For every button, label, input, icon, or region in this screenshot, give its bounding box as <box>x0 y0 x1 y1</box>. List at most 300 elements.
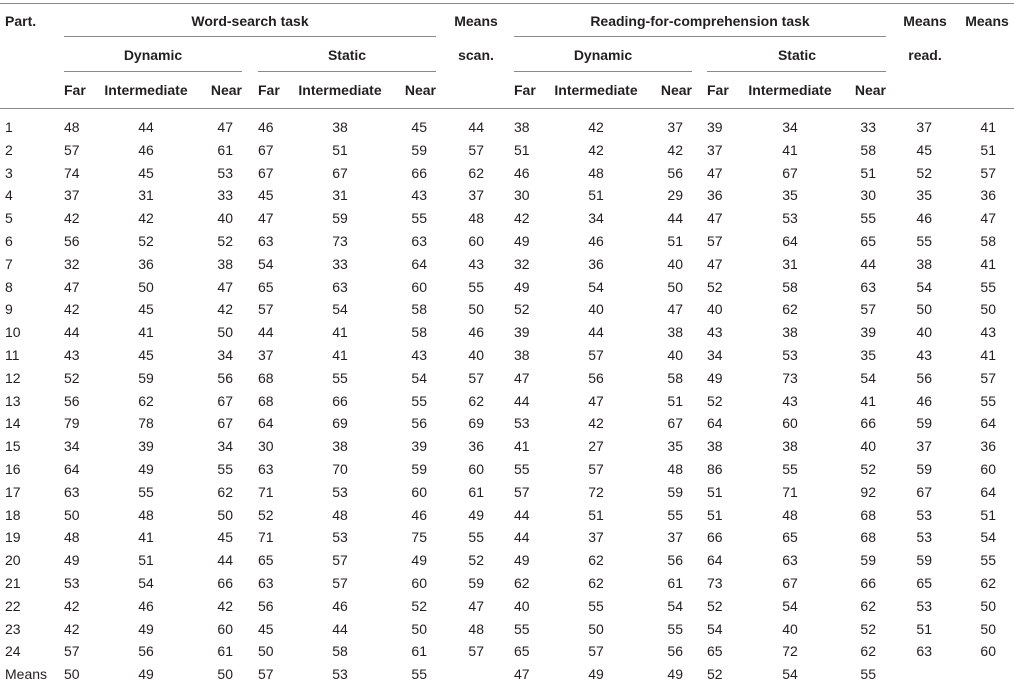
cell-means-read: 37 <box>916 119 932 135</box>
cell-intermediate-dynamic-read: 42 <box>588 119 604 135</box>
cell-far-dynamic-read: 41 <box>514 438 530 455</box>
cell-participant: 18 <box>5 506 21 523</box>
cell-near-dynamic-scan: 45 <box>217 529 233 546</box>
cell-far-static-scan: 64 <box>258 415 274 432</box>
cell-intermediate-static-read: 63 <box>782 552 798 569</box>
cell-far-dynamic-scan: 56 <box>64 233 80 249</box>
cell-far-static-scan: 68 <box>258 369 274 386</box>
cell-near-static-scan: 55 <box>411 210 427 227</box>
cell-participant: 23 <box>5 620 21 637</box>
cell-far-dynamic-read: 57 <box>514 483 530 500</box>
cell-far-dynamic-scan: 43 <box>64 347 80 363</box>
static-scan-underline <box>258 71 436 72</box>
cell-intermediate-static-read: 35 <box>782 187 798 204</box>
cell-near-static-read: 68 <box>860 529 876 546</box>
cell-far-static-read: 52 <box>707 597 723 614</box>
cell-far-dynamic-scan: 53 <box>64 575 80 591</box>
cell-means-overall: 36 <box>980 187 996 204</box>
cell-near-static-read: 55 <box>860 666 876 683</box>
cell-near-static-read: 92 <box>860 483 876 500</box>
col-far-static-read: Far <box>707 82 729 98</box>
cell-far-dynamic-read: 49 <box>514 278 530 295</box>
word-search-task-header: Word-search task <box>191 13 309 29</box>
cell-near-static-scan: 66 <box>411 164 427 181</box>
cell-means-scan: 57 <box>468 141 484 158</box>
dynamic-read-header: Dynamic <box>573 47 633 63</box>
cell-far-dynamic-scan: 47 <box>64 278 80 295</box>
cell-intermediate-static-scan: 51 <box>332 141 348 158</box>
cell-participant: 12 <box>5 369 21 386</box>
cell-near-dynamic-scan: 50 <box>217 666 233 683</box>
cell-near-static-read: 54 <box>860 369 876 386</box>
cell-intermediate-static-scan: 38 <box>332 438 348 455</box>
cell-far-dynamic-read: 52 <box>514 301 530 318</box>
cell-means-read: 54 <box>916 278 932 295</box>
cell-far-dynamic-scan: 37 <box>64 187 80 204</box>
cell-means-scan: 60 <box>468 461 484 477</box>
cell-near-dynamic-scan: 38 <box>217 255 233 272</box>
cell-near-static-read: 52 <box>860 461 876 477</box>
static-scan-header: Static <box>327 47 367 63</box>
cell-far-dynamic-read: 55 <box>514 620 530 637</box>
cell-intermediate-dynamic-scan: 59 <box>138 369 154 386</box>
cell-near-dynamic-scan: 33 <box>217 187 233 204</box>
cell-intermediate-static-read: 58 <box>782 278 798 295</box>
cell-intermediate-dynamic-scan: 49 <box>138 666 154 683</box>
cell-intermediate-dynamic-scan: 54 <box>138 575 154 591</box>
cell-intermediate-dynamic-read: 62 <box>588 552 604 569</box>
cell-intermediate-dynamic-scan: 46 <box>138 141 154 158</box>
cell-intermediate-dynamic-read: 54 <box>588 278 604 295</box>
cell-near-dynamic-read: 49 <box>667 666 683 683</box>
cell-near-dynamic-read: 37 <box>667 529 683 546</box>
cell-intermediate-static-read: 31 <box>782 255 798 272</box>
cell-far-dynamic-read: 49 <box>514 552 530 569</box>
cell-intermediate-dynamic-read: 46 <box>588 233 604 249</box>
cell-intermediate-static-read: 34 <box>782 119 798 135</box>
cell-far-static-scan: 47 <box>258 210 274 227</box>
cell-far-static-read: 52 <box>707 392 723 409</box>
cell-means-scan: 37 <box>468 187 484 204</box>
means-read-header-line1: Means <box>903 13 947 29</box>
cell-far-static-scan: 71 <box>258 483 274 500</box>
cell-far-static-read: 36 <box>707 187 723 204</box>
cell-intermediate-static-scan: 57 <box>332 575 348 591</box>
dynamic-scan-underline <box>64 71 242 72</box>
cell-near-static-read: 57 <box>860 301 876 318</box>
cell-near-static-read: 40 <box>860 438 876 455</box>
cell-near-dynamic-read: 51 <box>667 233 683 249</box>
cell-intermediate-dynamic-scan: 55 <box>138 483 154 500</box>
cell-intermediate-dynamic-scan: 44 <box>138 119 154 135</box>
cell-far-dynamic-scan: 48 <box>64 119 80 135</box>
cell-means-read: 45 <box>916 141 932 158</box>
cell-means-read: 46 <box>916 392 932 409</box>
cell-participant: 10 <box>5 324 21 341</box>
cell-near-dynamic-scan: 55 <box>217 461 233 477</box>
cell-participant: 22 <box>5 597 21 614</box>
cell-near-static-read: 52 <box>860 620 876 637</box>
cell-near-dynamic-scan: 52 <box>217 233 233 249</box>
cell-near-dynamic-read: 40 <box>667 347 683 363</box>
header-bottom-rule <box>0 108 1014 109</box>
cell-intermediate-dynamic-read: 48 <box>588 164 604 181</box>
cell-intermediate-static-read: 48 <box>782 506 798 523</box>
cell-far-dynamic-scan: 49 <box>64 552 80 569</box>
cell-participant: 2 <box>5 141 13 158</box>
cell-means-read: 53 <box>916 597 932 614</box>
cell-participant: 20 <box>5 552 21 569</box>
cell-intermediate-static-read: 67 <box>782 575 798 591</box>
cell-means-overall: 41 <box>980 347 996 363</box>
cell-near-static-scan: 52 <box>411 597 427 614</box>
cell-far-static-read: 86 <box>707 461 723 477</box>
col-intermediate-dynamic-read: Intermediate <box>554 82 638 98</box>
cell-near-static-read: 68 <box>860 506 876 523</box>
cell-intermediate-static-scan: 54 <box>332 301 348 318</box>
cell-intermediate-dynamic-read: 51 <box>588 187 604 204</box>
cell-far-dynamic-scan: 42 <box>64 210 80 227</box>
cell-intermediate-dynamic-read: 55 <box>588 597 604 614</box>
cell-near-dynamic-scan: 56 <box>217 369 233 386</box>
cell-means-read: 65 <box>916 575 932 591</box>
cell-means-overall: 60 <box>980 461 996 477</box>
cell-near-static-read: 44 <box>860 255 876 272</box>
cell-far-dynamic-scan: 57 <box>64 141 80 158</box>
cell-far-static-scan: 44 <box>258 324 274 341</box>
cell-near-static-read: 35 <box>860 347 876 363</box>
cell-intermediate-dynamic-read: 49 <box>588 666 604 683</box>
cell-participant: 5 <box>5 210 13 227</box>
cell-near-static-read: 30 <box>860 187 876 204</box>
cell-near-static-scan: 56 <box>411 415 427 432</box>
cell-far-dynamic-scan: 57 <box>64 643 80 660</box>
cell-far-static-read: 51 <box>707 483 723 500</box>
cell-near-dynamic-read: 42 <box>667 141 683 158</box>
cell-intermediate-static-scan: 41 <box>332 347 348 363</box>
cell-participant: 19 <box>5 529 21 546</box>
cell-means-read: 51 <box>916 620 932 637</box>
cell-near-static-scan: 60 <box>411 278 427 295</box>
cell-intermediate-static-read: 41 <box>782 141 798 158</box>
cell-far-static-read: 47 <box>707 164 723 181</box>
corner-label: Part. <box>5 13 37 29</box>
cell-far-static-scan: 30 <box>258 438 274 455</box>
cell-far-dynamic-read: 40 <box>514 597 530 614</box>
cell-intermediate-static-scan: 67 <box>332 164 348 181</box>
cell-near-dynamic-read: 58 <box>667 369 683 386</box>
dynamic-scan-header: Dynamic <box>123 47 183 63</box>
cell-intermediate-static-scan: 46 <box>332 597 348 614</box>
cell-intermediate-static-scan: 59 <box>332 210 348 227</box>
cell-intermediate-dynamic-scan: 51 <box>138 552 154 569</box>
cell-intermediate-static-scan: 70 <box>332 461 348 477</box>
cell-participant: 6 <box>5 233 13 249</box>
cell-far-dynamic-read: 44 <box>514 392 530 409</box>
cell-far-dynamic-read: 62 <box>514 575 530 591</box>
cell-means-overall: 50 <box>980 597 996 614</box>
cell-far-static-scan: 63 <box>258 233 274 249</box>
cell-means-overall: 57 <box>980 369 996 386</box>
cell-means-scan: 60 <box>468 233 484 249</box>
cell-intermediate-static-read: 62 <box>782 301 798 318</box>
cell-means-read: 46 <box>916 210 932 227</box>
cell-means-scan: 44 <box>468 119 484 135</box>
cell-near-dynamic-scan: 66 <box>217 575 233 591</box>
cell-near-static-read: 66 <box>860 575 876 591</box>
cell-participant: 16 <box>5 461 21 477</box>
cell-intermediate-dynamic-scan: 78 <box>138 415 154 432</box>
cell-near-dynamic-read: 67 <box>667 415 683 432</box>
cell-intermediate-static-scan: 31 <box>332 187 348 204</box>
cell-intermediate-dynamic-scan: 42 <box>138 210 154 227</box>
cell-near-static-scan: 54 <box>411 369 427 386</box>
cell-near-dynamic-scan: 61 <box>217 643 233 660</box>
cell-far-dynamic-read: 39 <box>514 324 530 341</box>
cell-far-static-read: 51 <box>707 506 723 523</box>
cell-participant: 24 <box>5 643 21 660</box>
cell-far-dynamic-scan: 63 <box>64 483 80 500</box>
cell-far-static-scan: 37 <box>258 347 274 363</box>
cell-intermediate-static-read: 38 <box>782 438 798 455</box>
cell-participant: 11 <box>5 347 20 363</box>
cell-intermediate-dynamic-scan: 45 <box>138 301 154 318</box>
cell-far-dynamic-scan: 48 <box>64 529 80 546</box>
cell-intermediate-static-scan: 53 <box>332 529 348 546</box>
cell-near-dynamic-read: 56 <box>667 552 683 569</box>
cell-near-static-read: 33 <box>860 119 876 135</box>
cell-intermediate-dynamic-read: 37 <box>588 529 604 546</box>
cell-intermediate-static-scan: 48 <box>332 506 348 523</box>
cell-means-scan: 48 <box>468 210 484 227</box>
cell-means-scan: 57 <box>468 369 484 386</box>
cell-means-read: 59 <box>916 461 932 477</box>
means-read-header-line2: read. <box>908 47 942 63</box>
cell-means-overall: 43 <box>980 324 996 341</box>
cell-intermediate-dynamic-read: 51 <box>588 506 604 523</box>
cell-near-dynamic-scan: 53 <box>217 164 233 181</box>
cell-means-read: 38 <box>916 255 932 272</box>
word-search-underline <box>64 36 436 37</box>
cell-means-scan: 55 <box>468 529 484 546</box>
cell-intermediate-dynamic-scan: 49 <box>138 620 154 637</box>
cell-means-read: 63 <box>916 643 932 660</box>
cell-far-static-scan: 45 <box>258 620 274 637</box>
cell-participant: 3 <box>5 164 13 181</box>
cell-intermediate-dynamic-scan: 62 <box>138 392 154 409</box>
cell-near-static-read: 55 <box>860 210 876 227</box>
cell-near-dynamic-scan: 62 <box>217 483 233 500</box>
cell-intermediate-static-read: 73 <box>782 369 798 386</box>
cell-far-static-scan: 52 <box>258 506 274 523</box>
cell-intermediate-static-scan: 57 <box>332 552 348 569</box>
cell-near-static-scan: 58 <box>411 324 427 341</box>
cell-far-dynamic-read: 38 <box>514 347 530 363</box>
cell-far-dynamic-scan: 74 <box>64 164 80 181</box>
cell-far-dynamic-scan: 64 <box>64 461 80 477</box>
cell-intermediate-dynamic-read: 36 <box>588 255 604 272</box>
cell-far-static-read: 66 <box>707 529 723 546</box>
cell-near-static-read: 39 <box>860 324 876 341</box>
cell-near-static-scan: 39 <box>411 438 427 455</box>
cell-intermediate-dynamic-read: 44 <box>588 324 604 341</box>
cell-near-dynamic-scan: 47 <box>217 278 233 295</box>
cell-intermediate-dynamic-scan: 56 <box>138 643 154 660</box>
cell-near-dynamic-scan: 34 <box>217 347 233 363</box>
cell-near-static-read: 41 <box>860 392 876 409</box>
cell-means-scan: 55 <box>468 278 484 295</box>
cell-far-dynamic-read: 65 <box>514 643 530 660</box>
cell-means-scan: 52 <box>468 552 484 569</box>
cell-intermediate-dynamic-scan: 41 <box>138 324 154 341</box>
cell-participant: 21 <box>5 575 21 591</box>
cell-intermediate-static-scan: 73 <box>332 233 348 249</box>
static-read-header: Static <box>777 47 817 63</box>
cell-intermediate-dynamic-read: 42 <box>588 415 604 432</box>
cell-near-static-scan: 55 <box>411 392 427 409</box>
cell-means-overall: 54 <box>980 529 996 546</box>
cell-far-static-scan: 46 <box>258 119 274 135</box>
cell-means-scan: 40 <box>468 347 484 363</box>
cell-intermediate-dynamic-scan: 45 <box>138 347 154 363</box>
cell-near-dynamic-read: 55 <box>667 620 683 637</box>
col-far-static-scan: Far <box>258 82 280 98</box>
cell-means-read: 52 <box>916 164 932 181</box>
cell-far-static-read: 37 <box>707 141 723 158</box>
cell-intermediate-dynamic-scan: 52 <box>138 233 154 249</box>
cell-means-scan: 61 <box>468 483 484 500</box>
cell-participant: 14 <box>5 415 21 432</box>
cell-means-overall: 55 <box>980 392 996 409</box>
cell-far-dynamic-scan: 42 <box>64 597 80 614</box>
cell-means-read: 37 <box>916 438 932 455</box>
cell-near-dynamic-read: 56 <box>667 643 683 660</box>
cell-intermediate-dynamic-read: 50 <box>588 620 604 637</box>
cell-far-static-read: 65 <box>707 643 723 660</box>
cell-near-static-scan: 43 <box>411 187 427 204</box>
cell-means-overall: 55 <box>980 278 996 295</box>
cell-intermediate-dynamic-read: 40 <box>588 301 604 318</box>
cell-means-read: 56 <box>916 369 932 386</box>
cell-far-dynamic-read: 32 <box>514 255 530 272</box>
means-scan-header-line2: scan. <box>458 47 494 63</box>
cell-near-static-read: 59 <box>860 552 876 569</box>
cell-means-overall: 50 <box>980 301 996 318</box>
cell-near-static-read: 51 <box>860 164 876 181</box>
cell-far-dynamic-read: 47 <box>514 369 530 386</box>
cell-intermediate-static-read: 40 <box>782 620 798 637</box>
cell-means-overall: 55 <box>980 552 996 569</box>
cell-means-read: 59 <box>916 552 932 569</box>
cell-intermediate-dynamic-read: 62 <box>588 575 604 591</box>
cell-intermediate-static-read: 43 <box>782 392 798 409</box>
cell-means-scan: 62 <box>468 164 484 181</box>
cell-near-static-read: 62 <box>860 643 876 660</box>
cell-far-static-read: 64 <box>707 415 723 432</box>
reading-underline <box>514 36 886 37</box>
cell-far-dynamic-scan: 32 <box>64 255 80 272</box>
means-scan-header-line1: Means <box>454 13 498 29</box>
cell-far-static-read: 47 <box>707 255 723 272</box>
cell-means-overall: 36 <box>980 438 996 455</box>
cell-means-overall: 57 <box>980 164 996 181</box>
col-near-static-read: Near <box>854 82 886 98</box>
cell-near-dynamic-read: 29 <box>667 187 683 204</box>
cell-means-overall: 51 <box>980 141 996 158</box>
cell-far-static-read: 52 <box>707 278 723 295</box>
cell-near-static-scan: 60 <box>411 575 427 591</box>
cell-far-dynamic-scan: 50 <box>64 506 80 523</box>
cell-means-scan: 62 <box>468 392 484 409</box>
cell-far-static-scan: 57 <box>258 666 274 683</box>
cell-far-static-read: 52 <box>707 666 723 683</box>
col-intermediate-static-read: Intermediate <box>748 82 832 98</box>
cell-far-dynamic-scan: 52 <box>64 369 80 386</box>
cell-means-scan: 47 <box>468 597 484 614</box>
col-near-static-scan: Near <box>404 82 436 98</box>
cell-means-scan: 50 <box>468 301 484 318</box>
cell-intermediate-static-read: 67 <box>782 164 798 181</box>
cell-near-static-scan: 59 <box>411 461 427 477</box>
cell-near-static-read: 62 <box>860 597 876 614</box>
cell-intermediate-dynamic-read: 56 <box>588 369 604 386</box>
cell-participant: 8 <box>5 278 13 295</box>
cell-means-overall: 62 <box>980 575 996 591</box>
cell-near-static-scan: 46 <box>411 506 427 523</box>
col-near-dynamic-read: Near <box>660 82 692 98</box>
cell-far-static-read: 34 <box>707 347 723 363</box>
cell-near-static-scan: 50 <box>411 620 427 637</box>
cell-near-dynamic-read: 47 <box>667 301 683 318</box>
cell-intermediate-static-scan: 63 <box>332 278 348 295</box>
cell-means-overall: 51 <box>980 506 996 523</box>
cell-near-static-read: 65 <box>860 233 876 249</box>
cell-intermediate-dynamic-scan: 48 <box>138 506 154 523</box>
cell-intermediate-static-read: 53 <box>782 347 798 363</box>
cell-far-static-scan: 71 <box>258 529 274 546</box>
cell-near-static-scan: 43 <box>411 347 427 363</box>
cell-means-overall: 64 <box>980 415 996 432</box>
cell-far-static-scan: 57 <box>258 301 274 318</box>
cell-means-scan: 43 <box>468 255 484 272</box>
cell-means-scan: 46 <box>468 324 484 341</box>
cell-far-dynamic-scan: 42 <box>64 620 80 637</box>
cell-intermediate-static-read: 64 <box>782 233 798 249</box>
cell-far-static-read: 40 <box>707 301 723 318</box>
col-far-dynamic-read: Far <box>514 82 536 98</box>
cell-far-dynamic-read: 42 <box>514 210 530 227</box>
cell-near-dynamic-scan: 47 <box>217 119 233 135</box>
cell-near-dynamic-read: 50 <box>667 278 683 295</box>
cell-far-static-scan: 56 <box>258 597 274 614</box>
cell-far-dynamic-read: 46 <box>514 164 530 181</box>
cell-intermediate-static-scan: 44 <box>332 620 348 637</box>
cell-near-dynamic-scan: 67 <box>217 415 233 432</box>
cell-far-dynamic-read: 51 <box>514 141 530 158</box>
cell-intermediate-static-scan: 38 <box>332 119 348 135</box>
cell-intermediate-dynamic-scan: 39 <box>138 438 154 455</box>
cell-intermediate-dynamic-read: 34 <box>588 210 604 227</box>
cell-intermediate-dynamic-scan: 45 <box>138 164 154 181</box>
reading-task-header: Reading-for-comprehension task <box>590 13 810 29</box>
cell-far-dynamic-scan: 56 <box>64 392 80 409</box>
cell-intermediate-static-read: 71 <box>782 483 798 500</box>
cell-near-static-scan: 59 <box>411 141 427 158</box>
cell-near-static-read: 63 <box>860 278 876 295</box>
cell-far-static-read: 49 <box>707 369 723 386</box>
cell-near-dynamic-read: 35 <box>667 438 683 455</box>
cell-means-scan: 59 <box>468 575 484 591</box>
